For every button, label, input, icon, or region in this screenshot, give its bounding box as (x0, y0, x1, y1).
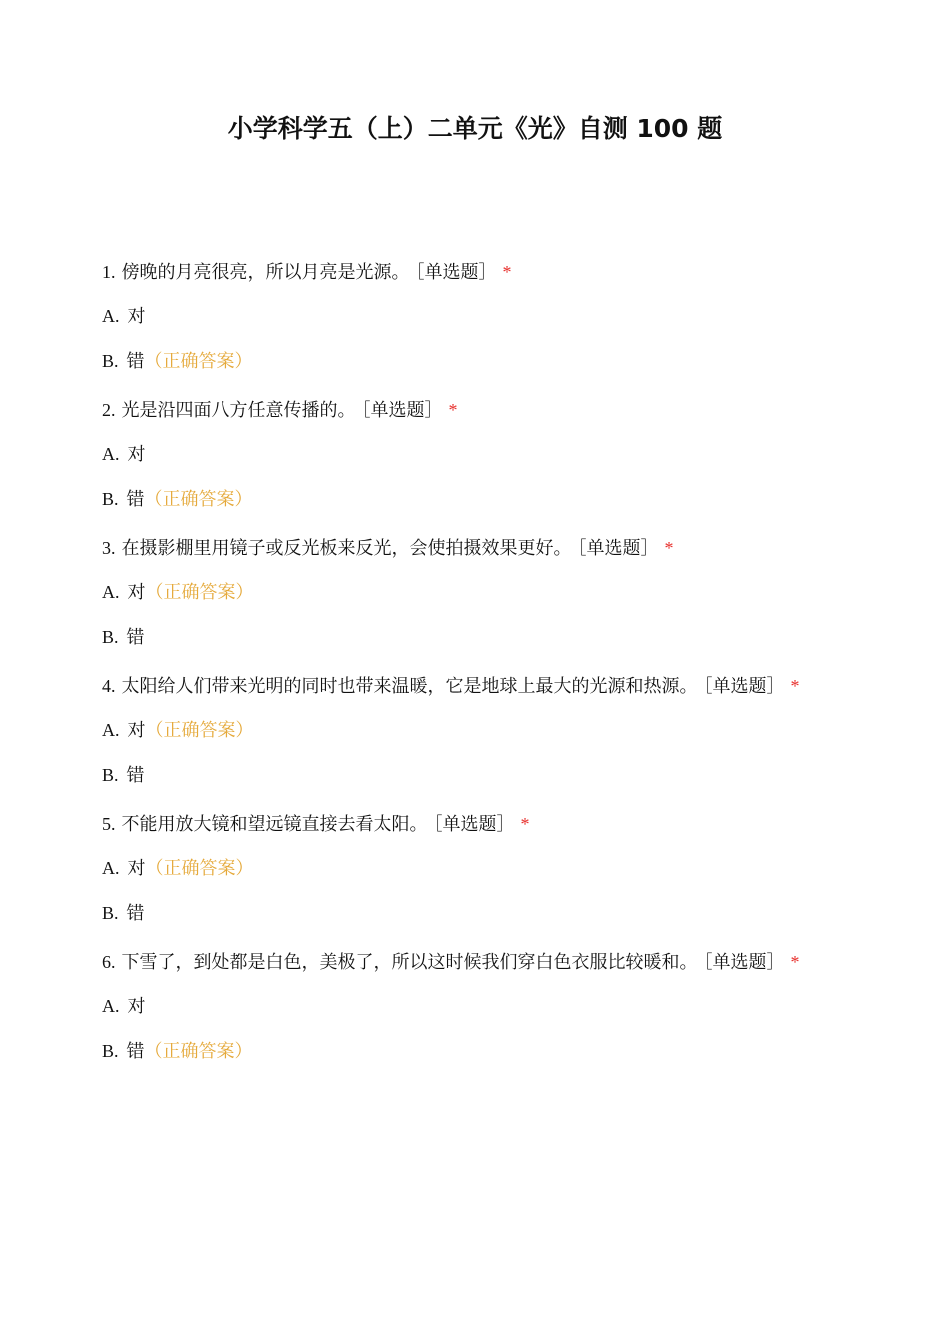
question-stem: 傍晚的月亮很亮，所以月亮是光源。 (121, 262, 410, 283)
required-asterisk: * (520, 814, 530, 834)
required-asterisk: * (790, 676, 800, 696)
option-text: 错 (126, 765, 145, 786)
answer-option[interactable] (102, 615, 842, 660)
question-number: 1. (102, 262, 116, 282)
option-text: 错 (126, 351, 145, 372)
option-letter: B. (102, 903, 119, 923)
option-text: 对 (127, 444, 146, 465)
question-stem: 在摄影棚里用镜子或反光板来反光，会使拍摄效果更好。 (121, 538, 572, 559)
question-number: 6. (102, 952, 116, 972)
page-title: 小学科学五（上）二单元《光》自测 100 题 (227, 114, 723, 143)
answer-option[interactable] (102, 294, 842, 339)
question-item (102, 941, 842, 1074)
question-item (102, 527, 842, 660)
question-item (102, 665, 842, 798)
required-asterisk: * (448, 400, 458, 420)
question-item (102, 803, 842, 936)
required-asterisk: * (502, 262, 512, 282)
answer-option[interactable] (102, 984, 842, 1029)
option-letter: B. (102, 351, 119, 371)
answer-option[interactable] (102, 846, 842, 891)
question-stem: 不能用放大镜和望远镜直接去看太阳。 (121, 814, 428, 835)
answer-option[interactable] (102, 339, 842, 384)
correct-answer-tag: （正确答案） (145, 720, 254, 741)
answer-option[interactable] (102, 432, 842, 477)
question-text (102, 665, 842, 708)
option-text: 错 (126, 903, 145, 924)
question-type-label: ［单选题］ (577, 538, 659, 559)
answer-option[interactable] (102, 477, 842, 522)
question-stem: 太阳给人们带来光明的同时也带来温暖，它是地球上最大的光源和热源。 (121, 676, 698, 697)
option-letter: B. (102, 627, 119, 647)
option-text: 对 (127, 306, 146, 327)
question-text (102, 803, 842, 846)
correct-answer-tag: （正确答案） (144, 351, 253, 372)
question-number: 4. (102, 676, 116, 696)
correct-answer-tag: （正确答案） (145, 582, 254, 603)
correct-answer-tag: （正确答案） (144, 1041, 253, 1062)
question-stem: 下雪了，到处都是白色，美极了，所以这时候我们穿白色衣服比较暖和。 (121, 952, 698, 973)
question-text (102, 527, 842, 570)
option-letter: A. (102, 582, 120, 602)
option-text: 错 (126, 627, 145, 648)
option-text: 对 (127, 858, 146, 879)
question-item (102, 389, 842, 522)
correct-answer-tag: （正确答案） (144, 489, 253, 510)
question-number: 3. (102, 538, 116, 558)
question-type-label: ［单选题］ (415, 262, 497, 283)
correct-answer-tag: （正确答案） (145, 858, 254, 879)
question-text (102, 941, 842, 984)
question-type-label: ［单选题］ (433, 814, 515, 835)
question-type-label: ［单选题］ (703, 676, 785, 697)
question-stem: 光是沿四面八方任意传播的。 (121, 400, 356, 421)
question-item (102, 251, 842, 384)
option-letter: A. (102, 444, 120, 464)
answer-option[interactable] (102, 570, 842, 615)
option-letter: A. (102, 720, 120, 740)
required-asterisk: * (664, 538, 674, 558)
question-number: 2. (102, 400, 116, 420)
question-type-label: ［单选题］ (703, 952, 785, 973)
answer-option[interactable] (102, 1029, 842, 1074)
option-letter: A. (102, 858, 120, 878)
option-text: 对 (127, 720, 146, 741)
option-letter: B. (102, 765, 119, 785)
answer-option[interactable] (102, 891, 842, 936)
question-list (102, 248, 842, 1074)
answer-option[interactable] (102, 708, 842, 753)
option-letter: B. (102, 489, 119, 509)
option-letter: A. (102, 996, 120, 1016)
answer-option[interactable] (102, 753, 842, 798)
question-text (102, 389, 842, 432)
option-text: 对 (127, 582, 146, 603)
question-number: 5. (102, 814, 116, 834)
option-text: 对 (127, 996, 146, 1017)
option-letter: B. (102, 1041, 119, 1061)
question-type-label: ［单选题］ (361, 400, 443, 421)
question-text (102, 251, 842, 294)
option-letter: A. (102, 306, 120, 326)
required-asterisk: * (790, 952, 800, 972)
option-text: 错 (126, 489, 145, 510)
option-text: 错 (126, 1041, 145, 1062)
